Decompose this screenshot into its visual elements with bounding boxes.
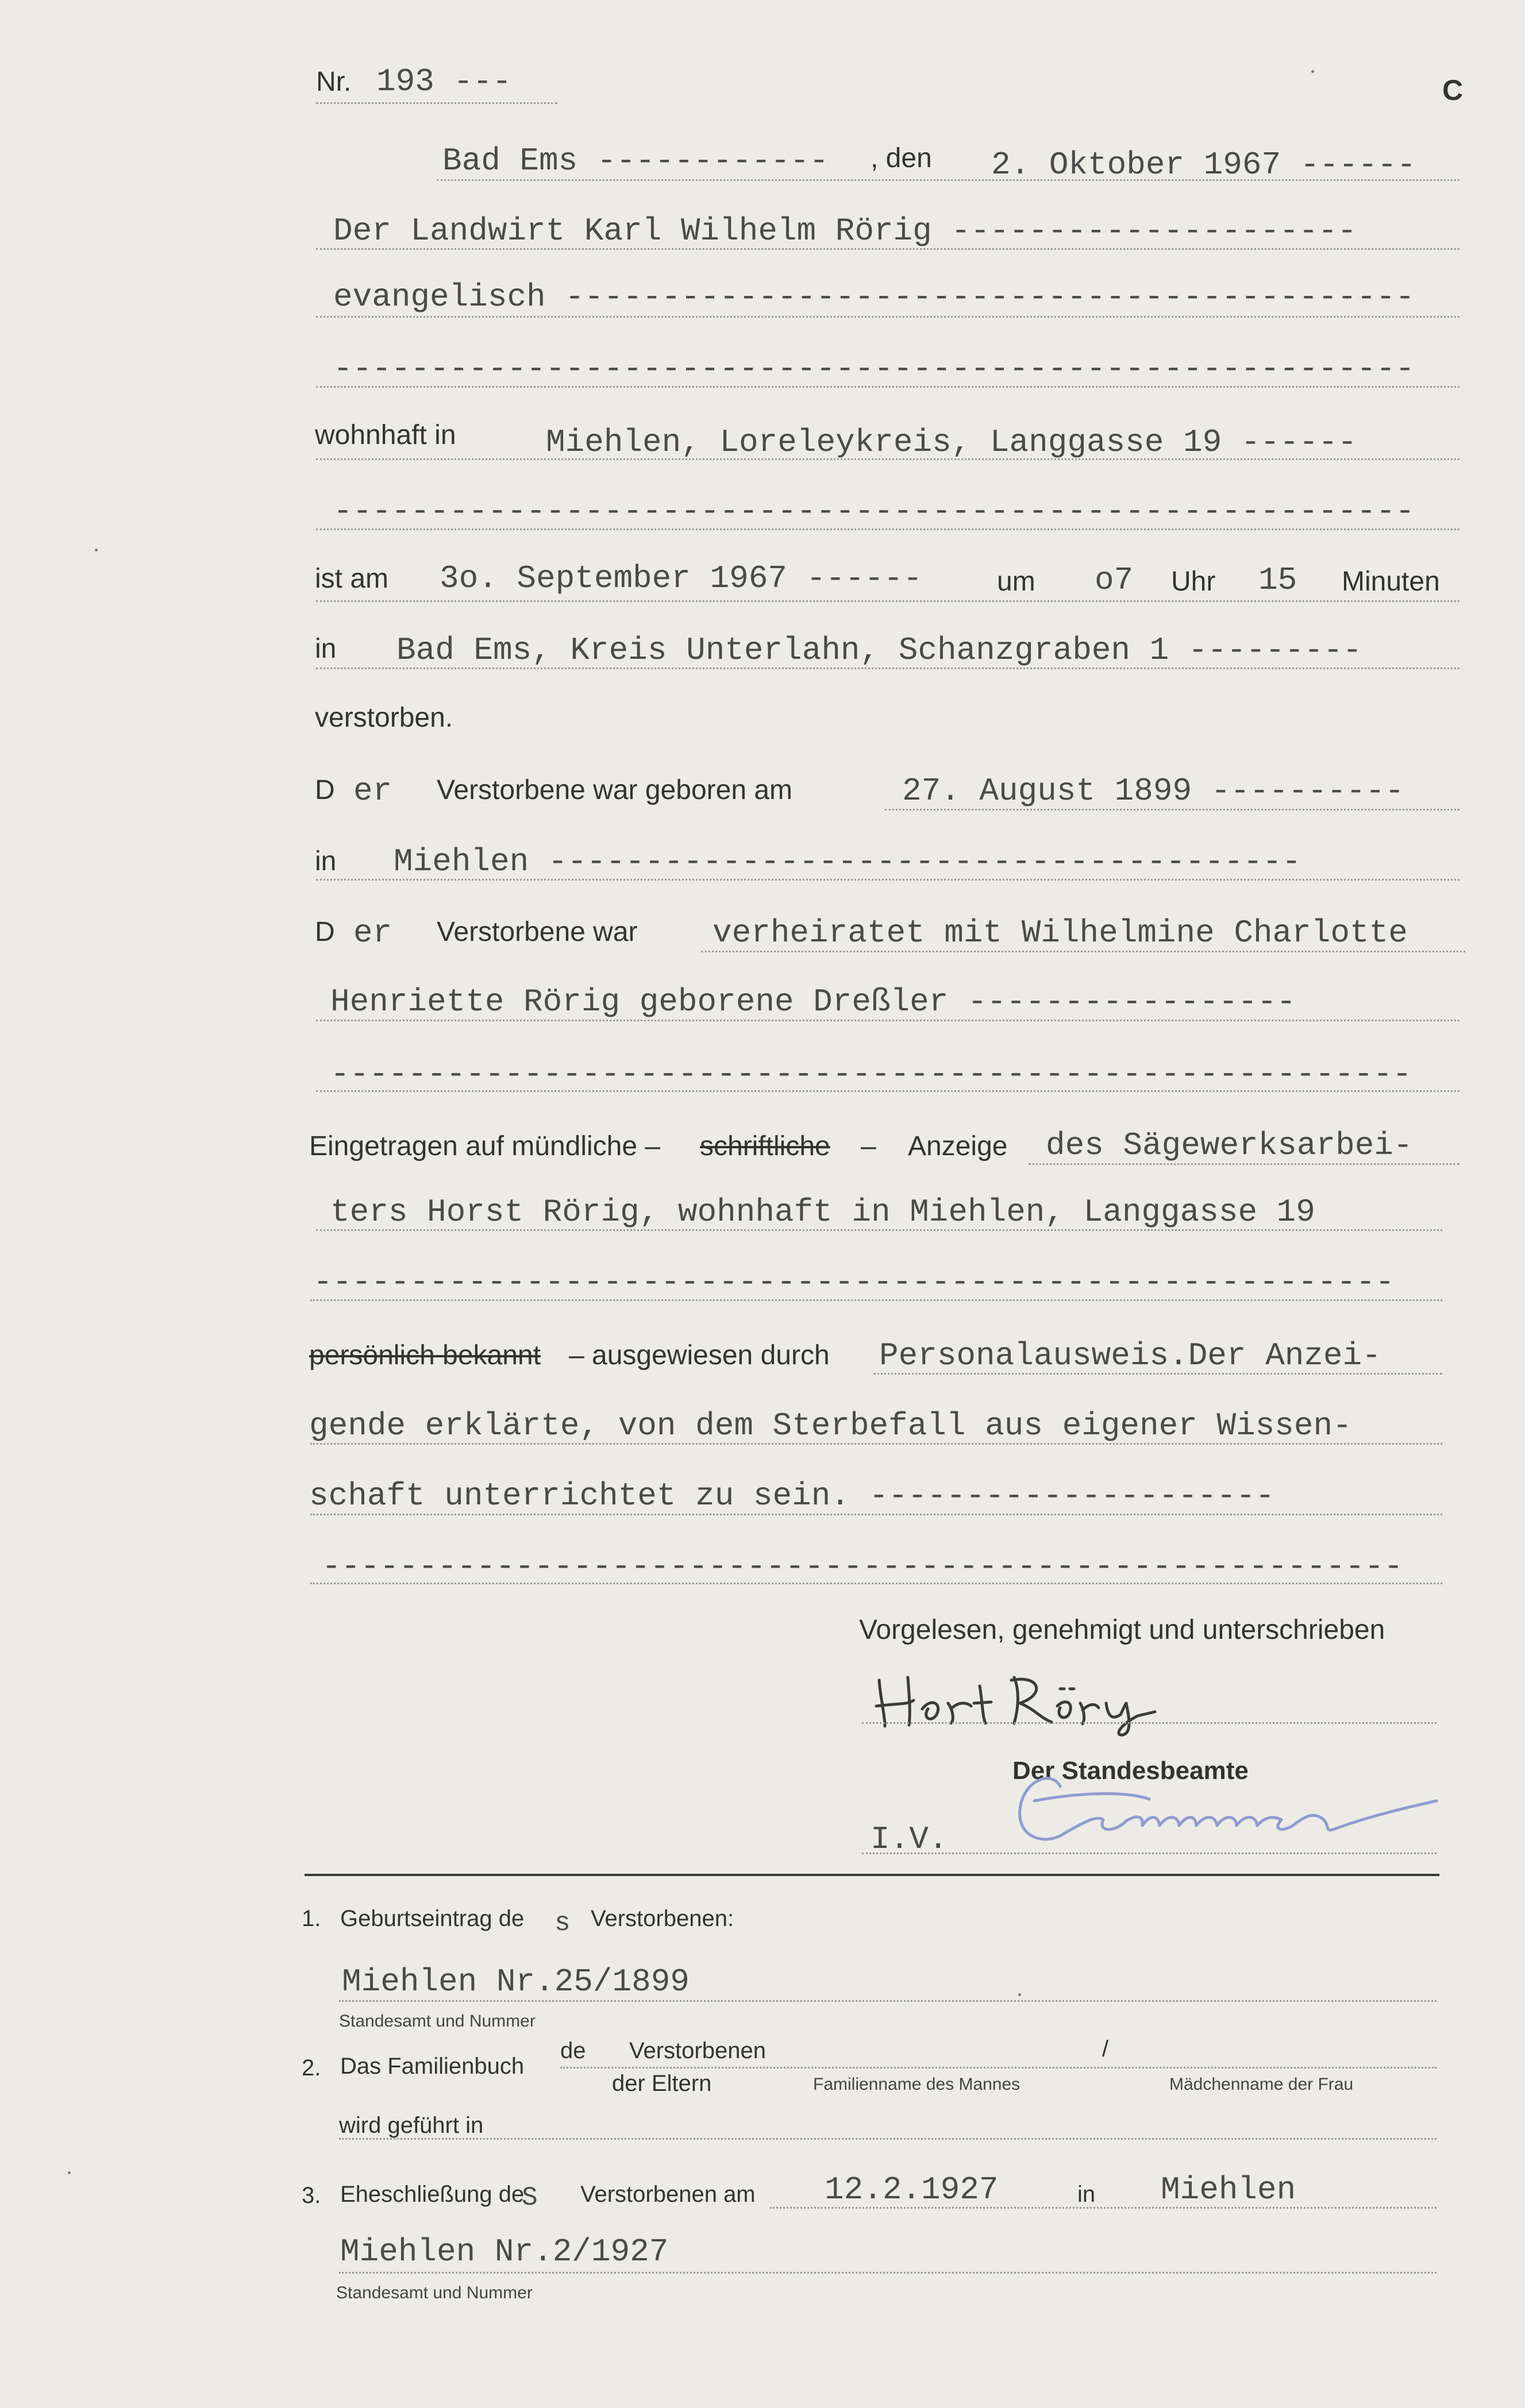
informant-line-2: ters Horst Rörig, wohnhaft in Miehlen, Langgasse 19 [330,1194,1315,1230]
identification-value-3: schaft unterrichtet zu sein. --------------------- [309,1477,1275,1514]
marital-label: Verstorbene war [437,917,638,947]
blank-line: -------------------------------------------------------- [322,1548,1403,1585]
death-hour: o7 [1095,562,1134,599]
marital-value-2: Henriette Rörig geborene Dreßler ----------------- [330,983,1296,1020]
residence-value: Miehlen, Loreleykreis, Langgasse 19 ------ [546,424,1357,461]
anzeige-label: Anzeige [908,1131,1008,1161]
den-label: , den [871,143,932,173]
registrar-signature [1011,1746,1448,1861]
persoenlich-bekannt-struck: persönlich bekannt [309,1340,541,1371]
death-minutes: 15 [1258,562,1297,599]
dotted-line [316,386,1459,388]
note-1-caption: Standesamt und Nummer [339,2012,536,2031]
wohnhaft-label: wohnhaft in [315,420,456,450]
death-date: 3o. September 1967 ------ [440,560,923,597]
note-3-caption: Standesamt und Nummer [336,2283,533,2302]
note-1-s: s [554,1908,571,1938]
dotted-line [310,1583,1442,1584]
dotted-line [339,2272,1437,2274]
dotted-line [316,600,1459,602]
paper-speck [1018,1993,1021,1996]
dotted-line [316,248,1459,250]
note-2-gefuehrt: wird geführt in [339,2113,484,2138]
note-2-slash: / [1102,2036,1109,2062]
note-3-number: 3. [302,2183,321,2208]
birth-place: Miehlen --------------------------------------- [394,843,1301,880]
registration-date: 2. Oktober 1967 ------ [991,146,1416,183]
informant-line-1: des Sägewerksarbei- [1046,1127,1413,1164]
um-label: um [997,566,1035,597]
note-3-place: Miehlen [1161,2171,1296,2208]
note-3-date: 12.2.1927 [825,2171,999,2208]
nr-label: Nr. [316,67,352,97]
note-1-label: Geburtseintrag de [340,1906,525,1931]
dotted-line [316,316,1459,318]
iv-label: I.V. [871,1821,948,1858]
blank-line: -------------------------------------------------------- [313,1264,1395,1301]
dotted-line [310,1514,1442,1515]
registrar-title: Der Standesbeamte [1012,1757,1249,1785]
note-2-verstorbenen: Verstorbenen [629,2038,766,2063]
der-prefix-d: D [315,775,335,805]
paper-speck [1311,70,1314,73]
dotted-line [873,1373,1442,1375]
note-2-caption-husband: Familienname des Mannes [813,2075,1020,2094]
dotted-line [339,2138,1437,2140]
dotted-line [437,179,1459,181]
in-label: in [315,634,337,664]
blank-line: -------------------------------------------------------- [330,1056,1412,1093]
identification-value-2: gende erklärte, von dem Sterbefall aus eigener Wissen- [309,1407,1352,1444]
dash: – [861,1131,876,1161]
dotted-line [339,2000,1437,2002]
deceased-name-line: Der Landwirt Karl Wilhelm Rörig --------------------- [333,213,1357,249]
dotted-line [316,1020,1459,1021]
uhr-label: Uhr [1171,566,1216,597]
section-divider [305,1874,1439,1876]
paper-speck [95,549,98,551]
dotted-line [316,667,1459,669]
birth-date: 27. August 1899 ---------- [902,773,1404,809]
der-prefix-er-2: er [353,914,392,951]
dotted-line [316,528,1459,530]
note-1-label-2: Verstorbenen: [591,1906,734,1931]
read-approved-label: Vorgelesen, genehmigt und unterschrieben [859,1615,1385,1645]
note-1-value: Miehlen Nr.25/1899 [342,1963,690,2000]
dotted-line [316,1229,1442,1231]
schriftliche-struck: schriftliche [700,1131,830,1161]
dotted-line [316,458,1459,460]
identification-value-1: Personalausweis.Der Anzei- [879,1337,1381,1374]
registration-place: Bad Ems ------------ [442,142,829,179]
note-3-in: in [1077,2182,1096,2207]
dotted-line [310,1299,1442,1301]
dotted-line [770,2207,1437,2209]
informant-signature [868,1663,1172,1738]
death-place: Bad Ems, Kreis Unterlahn, Schanzgraben 1 --------- [396,632,1362,669]
dotted-line [316,1090,1459,1092]
dotted-line [885,809,1459,811]
corner-letter: C [1442,74,1464,106]
born-label: Verstorbene war geboren am [437,775,793,805]
note-3-value: Miehlen Nr.2/1927 [340,2233,669,2270]
note-3-label: Eheschließung de [340,2182,525,2207]
note-3-label-2: Verstorbenen am [580,2182,756,2207]
marital-value-1: verheiratet mit Wilhelmine Charlotte [713,914,1408,951]
note-1-number: 1. [302,1906,321,1931]
der-prefix-er: er [353,773,392,809]
der-prefix-d-2: D [315,917,335,947]
nr-dotted-line [316,102,557,104]
dotted-line [316,879,1459,881]
note-2-label: Das Familienbuch [340,2054,525,2079]
deceased-religion: evangelisch -------------------------------------------- [333,279,1415,315]
dotted-line [1029,1163,1459,1165]
minuten-label: Minuten [1342,566,1440,597]
note-2-eltern: der Eltern [612,2071,712,2096]
dotted-line [701,951,1465,952]
note-3-s: S [522,2183,538,2213]
eingetragen-label: Eingetragen auf mündliche – [309,1131,661,1161]
birth-in-label: in [315,846,337,877]
note-2-number: 2. [302,2055,321,2081]
dotted-line [862,1853,1437,1854]
paper-speck [68,2171,71,2174]
ist-am-label: ist am [315,564,389,594]
note-2-de: de [560,2038,586,2063]
dotted-line [560,2067,1437,2069]
dotted-line [862,1722,1437,1724]
blank-line: -------------------------------------------------------- [333,350,1415,387]
ausgewiesen-label: – ausgewiesen durch [569,1340,830,1371]
blank-line: -------------------------------------------------------- [333,493,1415,530]
note-2-caption-wife: Mädchenname der Frau [1169,2075,1354,2094]
nr-value: 193 --- [376,63,512,100]
dotted-line [310,1443,1442,1445]
verstorben-label: verstorben. [315,703,453,733]
